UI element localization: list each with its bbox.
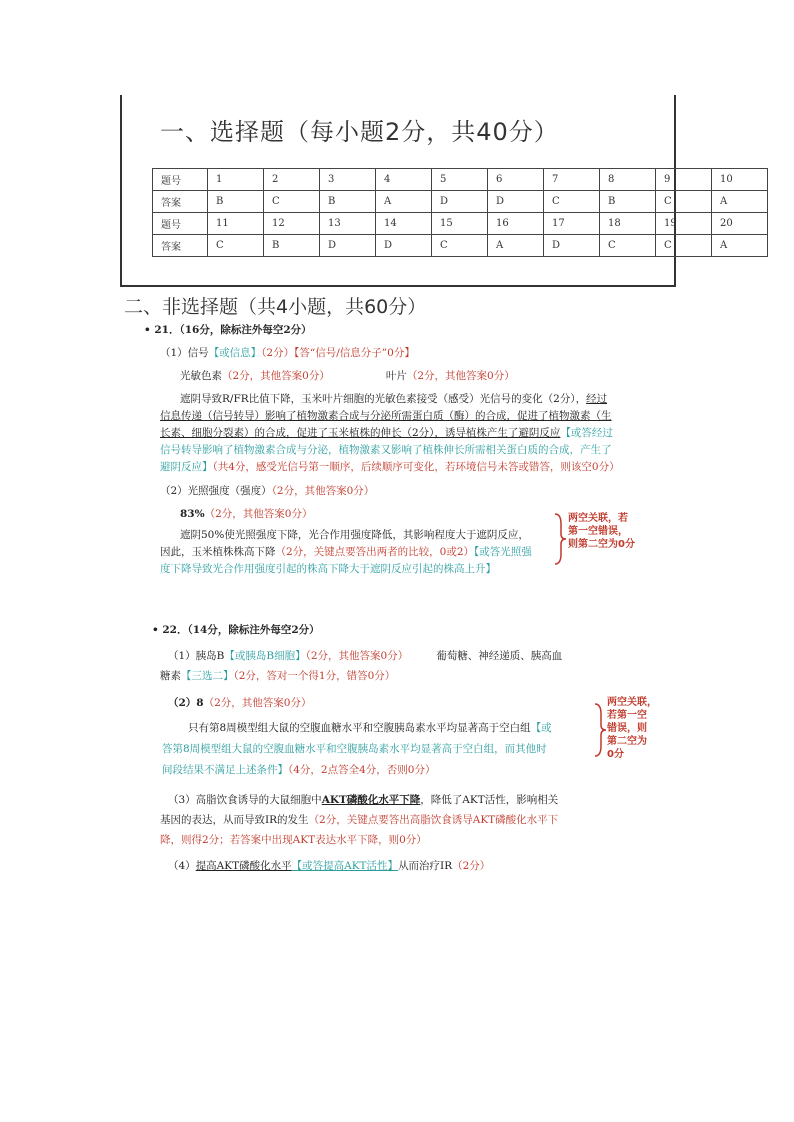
section1-title: 一、选择题（每小题2分，共40分）: [160, 118, 559, 146]
q22-part1-line1: [168, 648, 562, 664]
text: 遮阴导致R/FR比值下降，玉米叶片细胞的光敏色素接受（感受）光信号的变化（2分），: [180, 393, 587, 405]
row-label: 答案: [153, 235, 208, 257]
alt-answer: 【或答经过: [560, 427, 613, 439]
alt-answer: 【三选二】: [181, 670, 234, 682]
q22-part3-line2: [160, 812, 558, 828]
answer-cell: A: [376, 191, 432, 213]
question-number: 17: [544, 213, 600, 235]
q22-part4-line1: [168, 858, 490, 874]
table-row: [153, 213, 768, 235]
note-line: 第二空为: [607, 736, 647, 747]
q21-part2-line3: 遮阴50%使光照强度下降，光合作用强度降低，其影响程度大于遮阴反应，: [180, 529, 529, 541]
table-row: [153, 235, 768, 257]
text: 糖素: [160, 670, 181, 682]
alt-answer: 【或: [530, 722, 552, 734]
text: （4）: [168, 860, 196, 872]
grading-note: （2分，其他答案0分）: [406, 370, 515, 382]
answer-cell: C: [432, 235, 488, 257]
grading-note: （共4分，感受光信号第一顺序，后续顺序可变化，若环境信号未答或错答，则该空0分）: [212, 461, 620, 473]
question-number: 11: [208, 213, 264, 235]
text: （1）信号: [160, 347, 209, 359]
answer-cell: A: [712, 235, 768, 257]
answer-cell: C: [264, 191, 320, 213]
q22-part3-line1: [168, 792, 558, 808]
question-number: 14: [376, 213, 432, 235]
q22-part1-line2: [160, 668, 395, 684]
brace-icon: [553, 512, 567, 566]
text: 基因的表达，从而导致IR的发生: [160, 814, 309, 826]
answer-cell: C: [600, 235, 656, 257]
answer-cell: C: [656, 191, 712, 213]
question-number: 7: [544, 169, 600, 191]
q21-linked-note: [568, 512, 635, 551]
row-label: 答案: [153, 191, 208, 213]
grading-note: （2分，其他答案0分）: [204, 508, 313, 520]
text: 叶片: [385, 370, 407, 382]
q21-part2-line5: 度下降导致光合作用强度引起的株高下降大于遮阴反应引起的株高上升】: [160, 563, 496, 575]
q22-header: • 22．（14分，除标注外每空2分）: [152, 624, 320, 636]
alt-answer: 【或答光照强: [474, 546, 532, 558]
answer-cell: B: [208, 191, 264, 213]
q21-part1-line2: [180, 368, 515, 384]
q22-part3-line3: 降，则得2分；若答案中出现AKT表达水平下降，则0分）: [160, 834, 427, 846]
text: 光敏色素: [180, 370, 222, 382]
question-number: 5: [432, 169, 488, 191]
question-number: 2: [264, 169, 320, 191]
answer-cell: B: [264, 235, 320, 257]
q21-part1-line1: [160, 345, 415, 361]
note-line: 第一空错误，: [568, 526, 628, 537]
text: 从而治疗IR: [398, 860, 453, 872]
text: （3）高脂饮食诱导的大鼠细胞中: [168, 794, 322, 806]
key-point: 经过: [586, 393, 608, 405]
grading-note: （2分，关键点要答出高脂饮食诱导AKT磷酸化水平下: [308, 814, 559, 826]
question-number: 4: [376, 169, 432, 191]
q21-part1-line7: [160, 459, 620, 475]
alt-answer: 【或答提高AKT活性】: [291, 860, 399, 872]
answer-cell: B: [320, 191, 376, 213]
answer-cell: D: [544, 235, 600, 257]
grading-note: （2分）【答“信号/信息分子”0分】: [261, 347, 415, 359]
row-label: 题号: [153, 213, 208, 235]
alt-answer: 间段结果不满足上述条件】: [162, 764, 288, 776]
grading-note: （2分，答对一个得1分，错答0分）: [233, 670, 396, 682]
q22-linked-note: [607, 696, 657, 761]
q21-part2-line2: [180, 506, 312, 522]
q21-part2-line4: [160, 544, 532, 560]
answer-cell: D: [488, 191, 544, 213]
note-line: 两空关联，: [607, 697, 657, 708]
question-number: 13: [320, 213, 376, 235]
answer-cell: C: [656, 235, 712, 257]
answer-text: （2）8: [168, 697, 204, 709]
question-number: 6: [488, 169, 544, 191]
answer-table: [152, 168, 768, 257]
answer-cell: A: [488, 235, 544, 257]
q21-part1-line4: 信息传递（信号转导）影响了植物激素合成与分泌所需蛋白质（酶）的合成，促进了植物激素（生: [160, 410, 612, 422]
question-number: 9: [656, 169, 712, 191]
text: （2）光照强度（强度）: [160, 485, 272, 497]
alt-answer: 避阴反应】: [160, 461, 213, 473]
question-number: 18: [600, 213, 656, 235]
alt-answer: 【或信息】: [208, 347, 262, 359]
question-number: 8: [600, 169, 656, 191]
question-number: 10: [712, 169, 768, 191]
text: 葡萄糖、神经递质、胰高血: [436, 650, 563, 662]
q21-part2-line1: [160, 483, 374, 499]
grading-note: （2分）: [452, 860, 491, 872]
answer-cell: C: [544, 191, 600, 213]
alt-answer: 【或胰岛B细胞】: [224, 650, 306, 662]
row-label: 题号: [153, 169, 208, 191]
question-number: 12: [264, 213, 320, 235]
question-number: 16: [488, 213, 544, 235]
answer-text: 83%: [180, 508, 205, 520]
grading-note: （2分，其他答案0分）: [203, 697, 312, 709]
section2-title: 二、非选择题（共4小题，共60分）: [124, 296, 427, 318]
question-number: 3: [320, 169, 376, 191]
q22-part2-line2: [188, 720, 552, 736]
grading-note: （2分，其他答案0分）: [305, 650, 409, 662]
grading-note: （2分，其他答案0分）: [222, 370, 330, 382]
answer-cell: D: [320, 235, 376, 257]
text: （1）胰岛B: [168, 650, 225, 662]
brace-icon: [593, 702, 607, 758]
q21-part1-line5: [160, 425, 613, 441]
answer-cell: D: [376, 235, 432, 257]
question-number: 15: [432, 213, 488, 235]
q21-header: • 21．（16分，除标注外每空2分）: [144, 324, 312, 336]
q21-part1-line6: 信号转导影响了植物激素合成与分泌，植物激素又影响了植株伸长所需相关蛋白质的合成，产生了: [160, 444, 612, 456]
table-row: [153, 191, 768, 213]
question-number: 20: [712, 213, 768, 235]
answer-cell: B: [600, 191, 656, 213]
question-number: 1: [208, 169, 264, 191]
q22-part2-line3: 答第8周模型组大鼠的空腹血糖水平和空腹胰岛素水平均显著高于空白组，而其他时: [162, 743, 547, 755]
q22-part2-line4: [162, 762, 435, 778]
q22-part2-line1: [168, 695, 312, 711]
key-point: 长素、细胞分裂素）的合成，促进了玉米植株的伸长（2分），诱导植株产生了避阴反应: [160, 427, 561, 439]
grading-note: （2分，关键点要答出两者的比较，0或2）: [275, 546, 475, 558]
text: 只有第8周模型组大鼠的空腹血糖水平和空腹胰岛素水平均显著高于空白组: [188, 722, 531, 734]
grading-note: （4分，2点答全4分，否则0分）: [288, 764, 436, 776]
table-row: [153, 169, 768, 191]
q21-part1-line3: [180, 391, 607, 407]
key-point: 提高AKT磷酸化水平: [195, 860, 292, 872]
answer-cell: A: [712, 191, 768, 213]
note-line: 0分: [607, 749, 624, 760]
question-number: 19: [656, 213, 712, 235]
text: ，降低了AKT活性，影响相关: [420, 794, 559, 806]
key-point: AKT磷酸化水平下降: [321, 794, 421, 806]
answer-cell: D: [432, 191, 488, 213]
note-line: 若第一空: [607, 710, 647, 721]
note-line: 错误，则: [607, 723, 647, 734]
grading-note: （2分，其他答案0分）: [271, 485, 375, 497]
text: 因此，玉米植株株高下降: [160, 546, 276, 558]
note-line: 则第二空为0分: [568, 539, 635, 550]
note-line: 两空关联，若: [568, 513, 628, 524]
answer-cell: C: [208, 235, 264, 257]
